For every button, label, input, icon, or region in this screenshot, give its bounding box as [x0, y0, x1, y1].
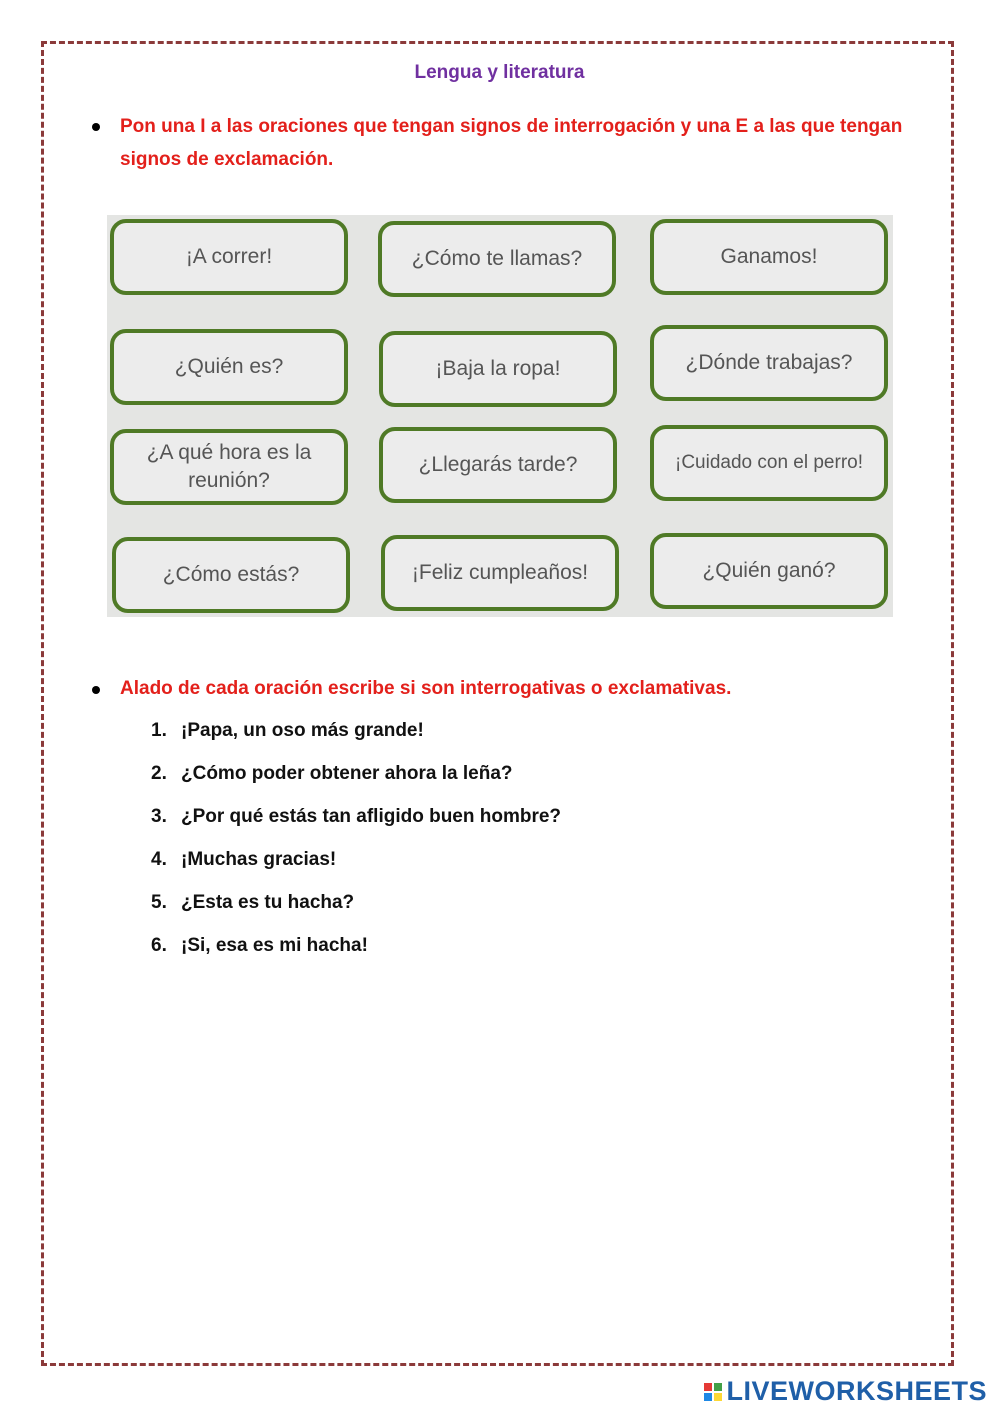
bullet-1 [92, 123, 100, 131]
list-item: 5. ¿Esta es tu hacha? [151, 892, 355, 913]
list-item: 4. ¡Muchas gracias! [151, 849, 337, 870]
page-title: Lengua y literatura [414, 62, 585, 83]
liveworksheets-logo[interactable] [704, 1376, 987, 1407]
logo-icon [704, 1383, 722, 1401]
logo-text: LIVEWORKSHEETS [726, 1376, 987, 1406]
card-4: ¿Quién es? [110, 329, 348, 405]
card-2: ¿Cómo te llamas? [378, 221, 616, 297]
card-9: ¡Cuidado con el perro! [650, 425, 888, 501]
card-7: ¿A qué hora es la reunión? [110, 429, 348, 505]
card-1: ¡A correr! [110, 219, 348, 295]
sentence-cards-image [107, 215, 893, 617]
list-item: 6. ¡Si, esa es mi hacha! [151, 935, 368, 956]
card-11: ¡Feliz cumpleaños! [381, 535, 619, 611]
card-10: ¿Cómo estás? [112, 537, 350, 613]
card-6: ¿Dónde trabajas? [650, 325, 888, 401]
card-12: ¿Quién ganó? [650, 533, 888, 609]
card-5: ¡Baja la ropa! [379, 331, 617, 407]
card-3: Ganamos! [650, 219, 888, 295]
list-item: 2. ¿Cómo poder obtener ahora la leña? [151, 763, 513, 784]
instruction-1: Pon una I a las oraciones que tengan signos de interrogación y una E a las que tengan signos de exclamación. [120, 116, 903, 170]
sentence-list [151, 716, 561, 974]
list-item: 3. ¿Por qué estás tan afligido buen hombre? [151, 806, 562, 827]
bullet-2 [92, 686, 100, 694]
list-item: 1. ¡Papa, un oso más grande! [151, 720, 424, 741]
instruction-2: Alado de cada oración escribe si son interrogativas o exclamativas. [120, 678, 732, 699]
card-8: ¿Llegarás tarde? [379, 427, 617, 503]
